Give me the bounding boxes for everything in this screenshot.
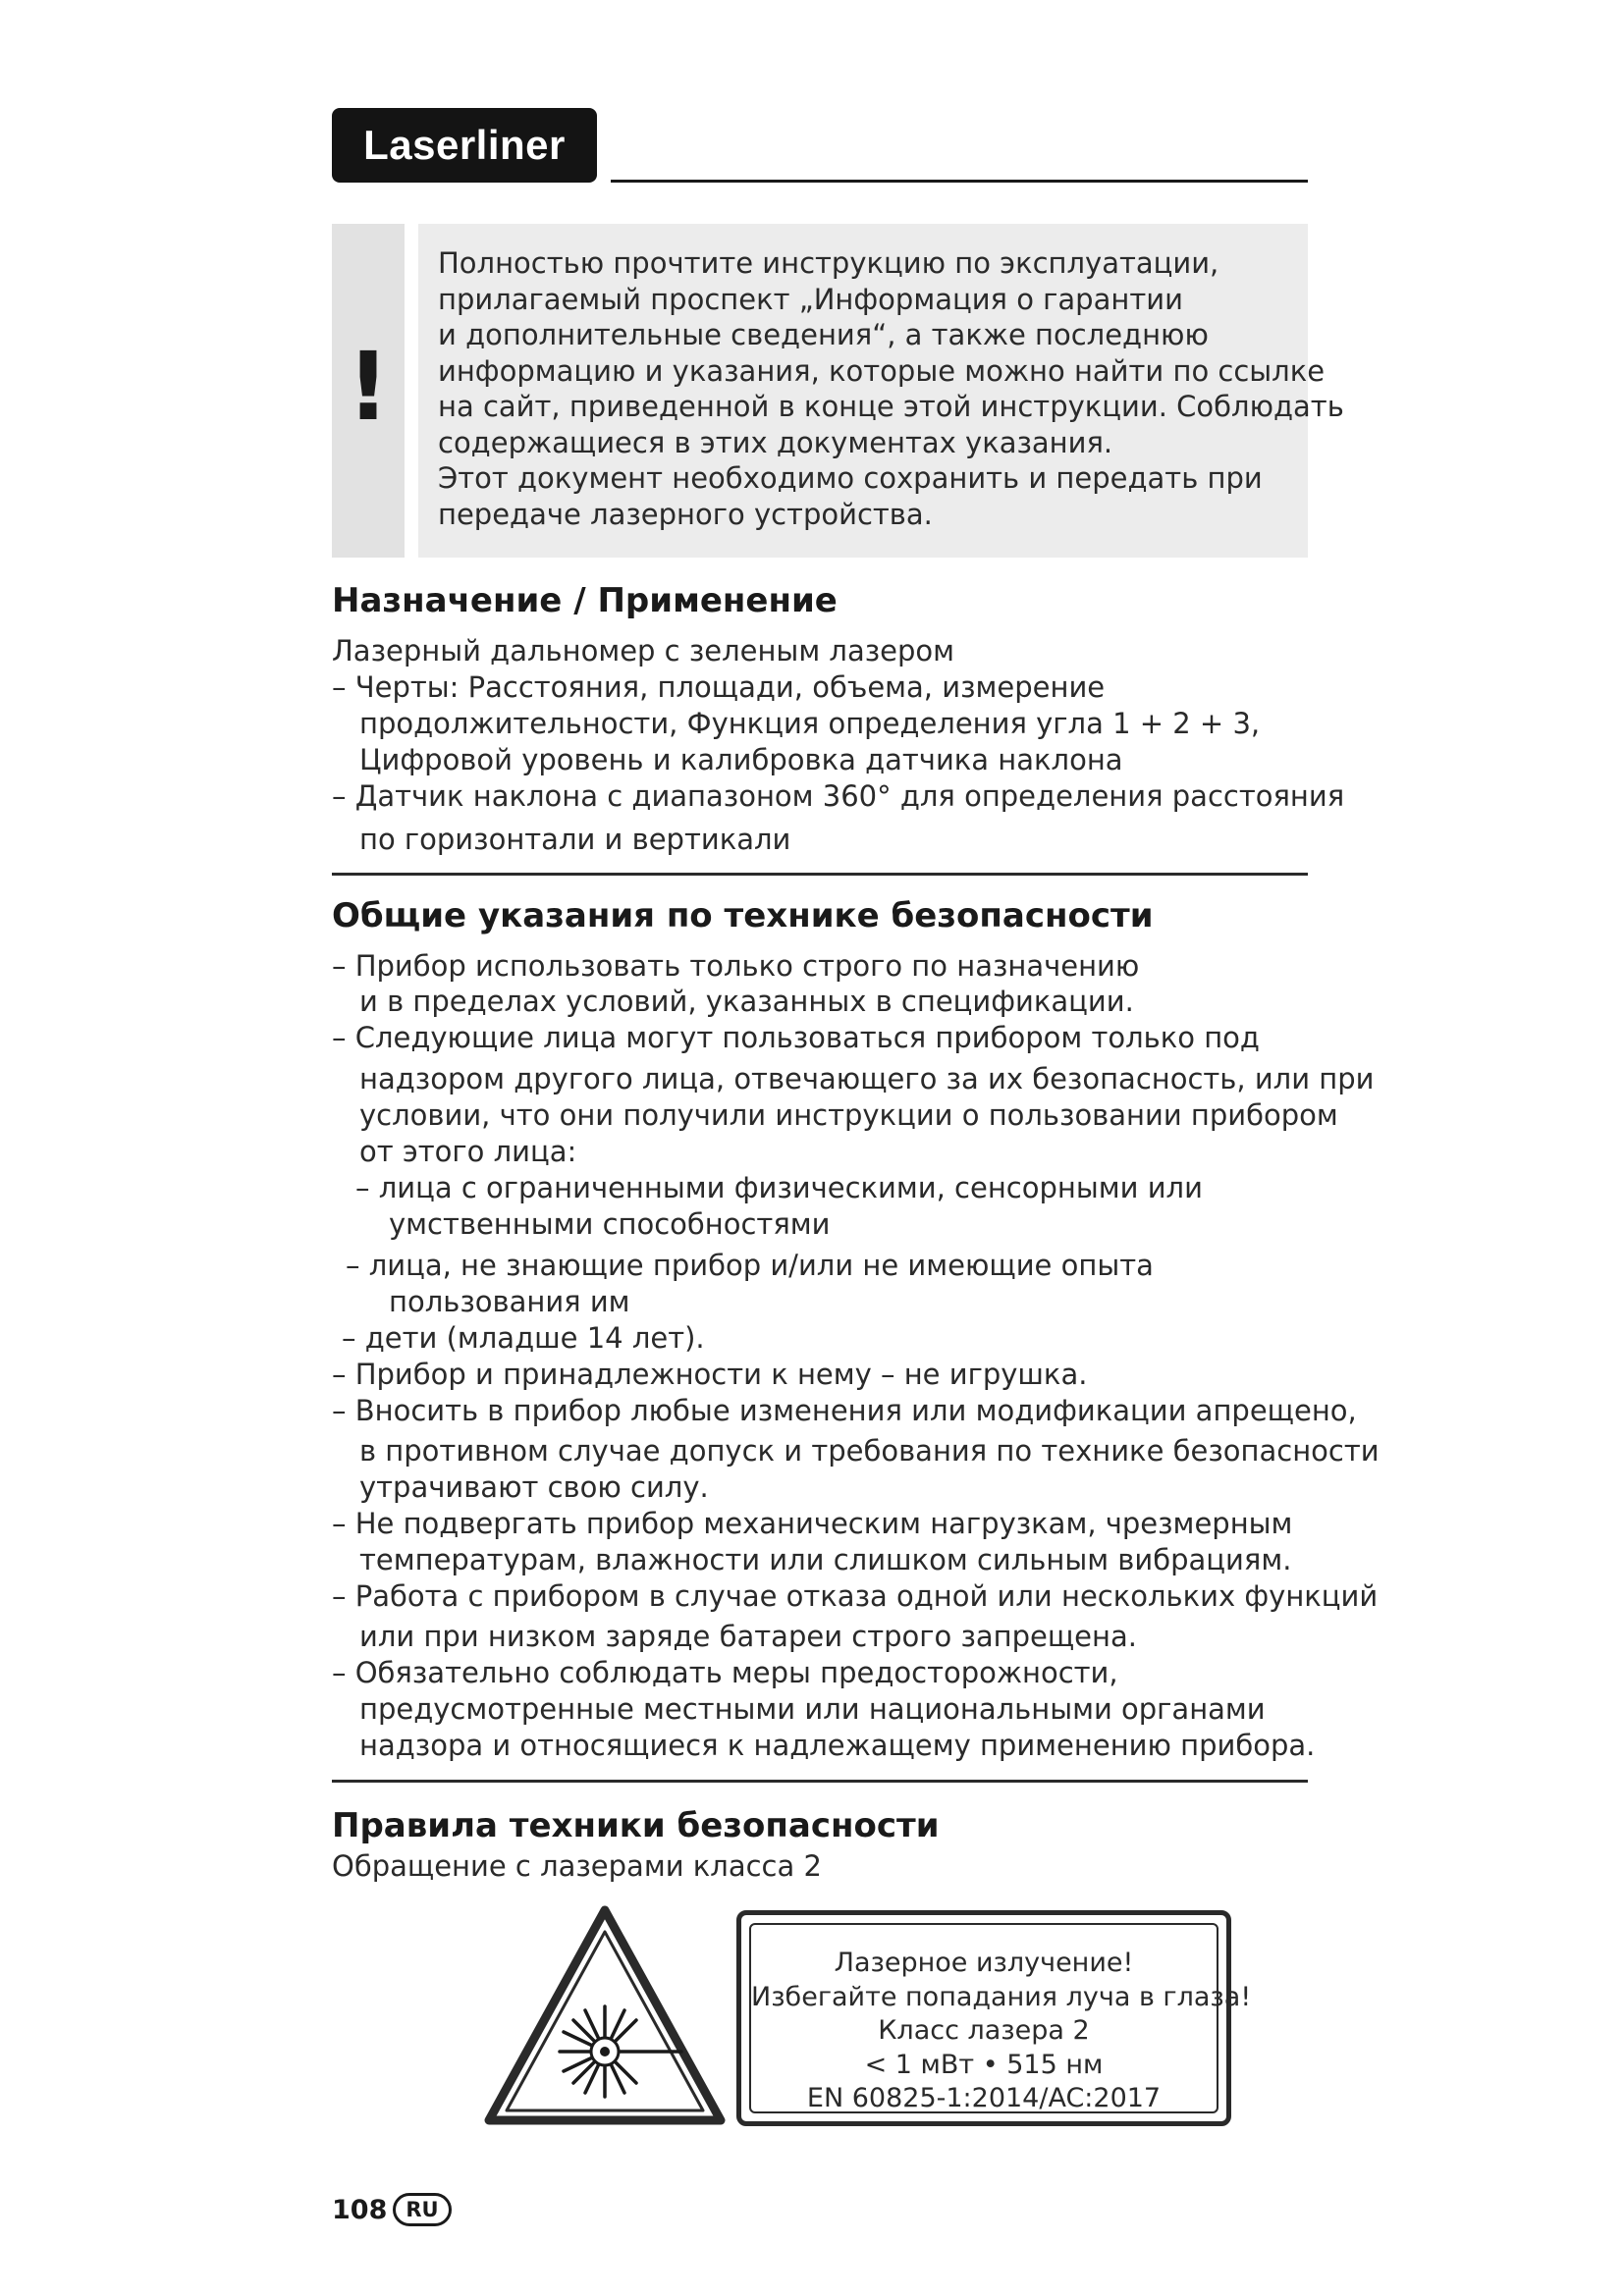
- brand-logo: Laserliner: [332, 108, 597, 183]
- warning-line: Лазерное излучение!: [834, 1948, 1134, 1978]
- rules-section: [332, 1806, 1308, 1845]
- safety-line: в противном случае допуск и требования по технике безопасности: [359, 1434, 1380, 1468]
- safety-line: – Работа с прибором в случае отказа одной или нескольких функций: [332, 1579, 1379, 1613]
- warning-line: Избегайте попадания луча в глаза!: [751, 1981, 1252, 2012]
- notice-bar: [332, 224, 405, 558]
- safety-line: умственными способностями: [389, 1207, 831, 1241]
- safety-line: – Обязательно соблюдать меры предосторожности,: [332, 1656, 1118, 1689]
- safety-line: условии, что они получили инструкции о пользовании прибором: [359, 1098, 1338, 1132]
- section-divider: [332, 873, 1308, 876]
- purpose-line: – Датчик наклона с диапазоном 360° для определения расстояния: [332, 779, 1345, 813]
- header-rule: [611, 180, 1308, 183]
- safety-line: или при низком заряде батареи строго запрещена.: [359, 1620, 1137, 1653]
- section-divider: [332, 1780, 1308, 1783]
- language-badge: RU: [393, 2193, 452, 2226]
- page-number: 108: [332, 2195, 388, 2225]
- purpose-title: Назначение / Применение: [332, 581, 838, 620]
- warning-line: < 1 мВт • 515 нм: [864, 2049, 1104, 2080]
- laser-warning-label: [736, 1910, 1252, 2126]
- notice-line: информацию и указания, которые можно найти по ссылке: [438, 353, 1326, 388]
- safety-line: от этого лица:: [359, 1135, 577, 1168]
- safety-line: – лица, не знающие прибор и/или не имеющие опыта: [346, 1249, 1154, 1282]
- safety-line: – Вносить в прибор любые изменения или модификации апрещено,: [332, 1394, 1357, 1427]
- purpose-line: продолжительности, Функция определения угла 1 + 2 + 3,: [359, 707, 1261, 740]
- laser-warning-label-inner: [749, 1923, 1252, 2113]
- rules-subtitle: Обращение с лазерами класса 2: [332, 1849, 822, 1883]
- purpose-section: [332, 581, 1308, 620]
- laser-warning-text: [751, 1947, 1252, 2116]
- safety-line: утрачивают свою силу.: [359, 1470, 709, 1504]
- safety-title: Общие указания по технике безопасности: [332, 896, 1154, 935]
- purpose-intro: Лазерный дальномер с зеленым лазером: [332, 634, 955, 667]
- notice-line: и дополнительные сведения“, а также последнюю: [438, 318, 1209, 351]
- safety-line: пользования им: [389, 1285, 630, 1318]
- notice-text: [438, 245, 1344, 532]
- exclamation-icon: !: [347, 332, 390, 442]
- notice-line: прилагаемый проспект „Информация о гарантии: [438, 282, 1183, 316]
- purpose-line: – Черты: Расстояния, площади, объема, измерение: [332, 670, 1106, 704]
- safety-line: надзором другого лица, отвечающего за их безопасность, или при: [359, 1062, 1375, 1095]
- safety-line: температурам, влажности или слишком сильным вибрациям.: [359, 1543, 1292, 1576]
- rules-title: Правила техники безопасности: [332, 1806, 940, 1845]
- purpose-line: по горизонтали и вертикали: [359, 823, 791, 856]
- warning-line: Класс лазера 2: [878, 2015, 1090, 2046]
- safety-line: предусмотренные местными или национальными органами: [359, 1692, 1266, 1726]
- safety-line: – лица с ограниченными физическими, сенсорными или: [355, 1171, 1203, 1204]
- notice-line: Этот документ необходимо сохранить и передать при: [438, 461, 1263, 495]
- laser-warning-icon: [483, 1904, 727, 2126]
- safety-line: надзора и относящиеся к надлежащему применению прибора.: [359, 1729, 1316, 1762]
- safety-section: [332, 896, 1308, 935]
- notice-line: передаче лазерного устройства.: [438, 497, 933, 531]
- safety-line: – дети (младше 14 лет).: [342, 1321, 705, 1355]
- notice-line: содержащиеся в этих документах указания.: [438, 425, 1113, 459]
- safety-line: – Не подвергать прибор механическим нагрузкам, чрезмерным: [332, 1507, 1293, 1540]
- safety-line: – Следующие лица могут пользоваться прибором только под: [332, 1021, 1260, 1054]
- safety-line: – Прибор использовать только строго по назначению: [332, 949, 1140, 983]
- safety-line: и в пределах условий, указанных в спецификации.: [359, 985, 1134, 1018]
- notice-line: Полностью прочтите инструкцию по эксплуатации,: [438, 246, 1219, 280]
- purpose-line: Цифровой уровень и калибровка датчика наклона: [359, 743, 1123, 776]
- notice-panel: [418, 224, 1344, 558]
- notice-box: [332, 224, 1344, 558]
- warning-line: EN 60825-1:2014/AC:2017: [806, 2083, 1162, 2113]
- safety-line: – Прибор и принадлежности к нему – не игрушка.: [332, 1358, 1088, 1391]
- notice-line: на сайт, приведенной в конце этой инструкции. Соблюдать: [438, 390, 1344, 423]
